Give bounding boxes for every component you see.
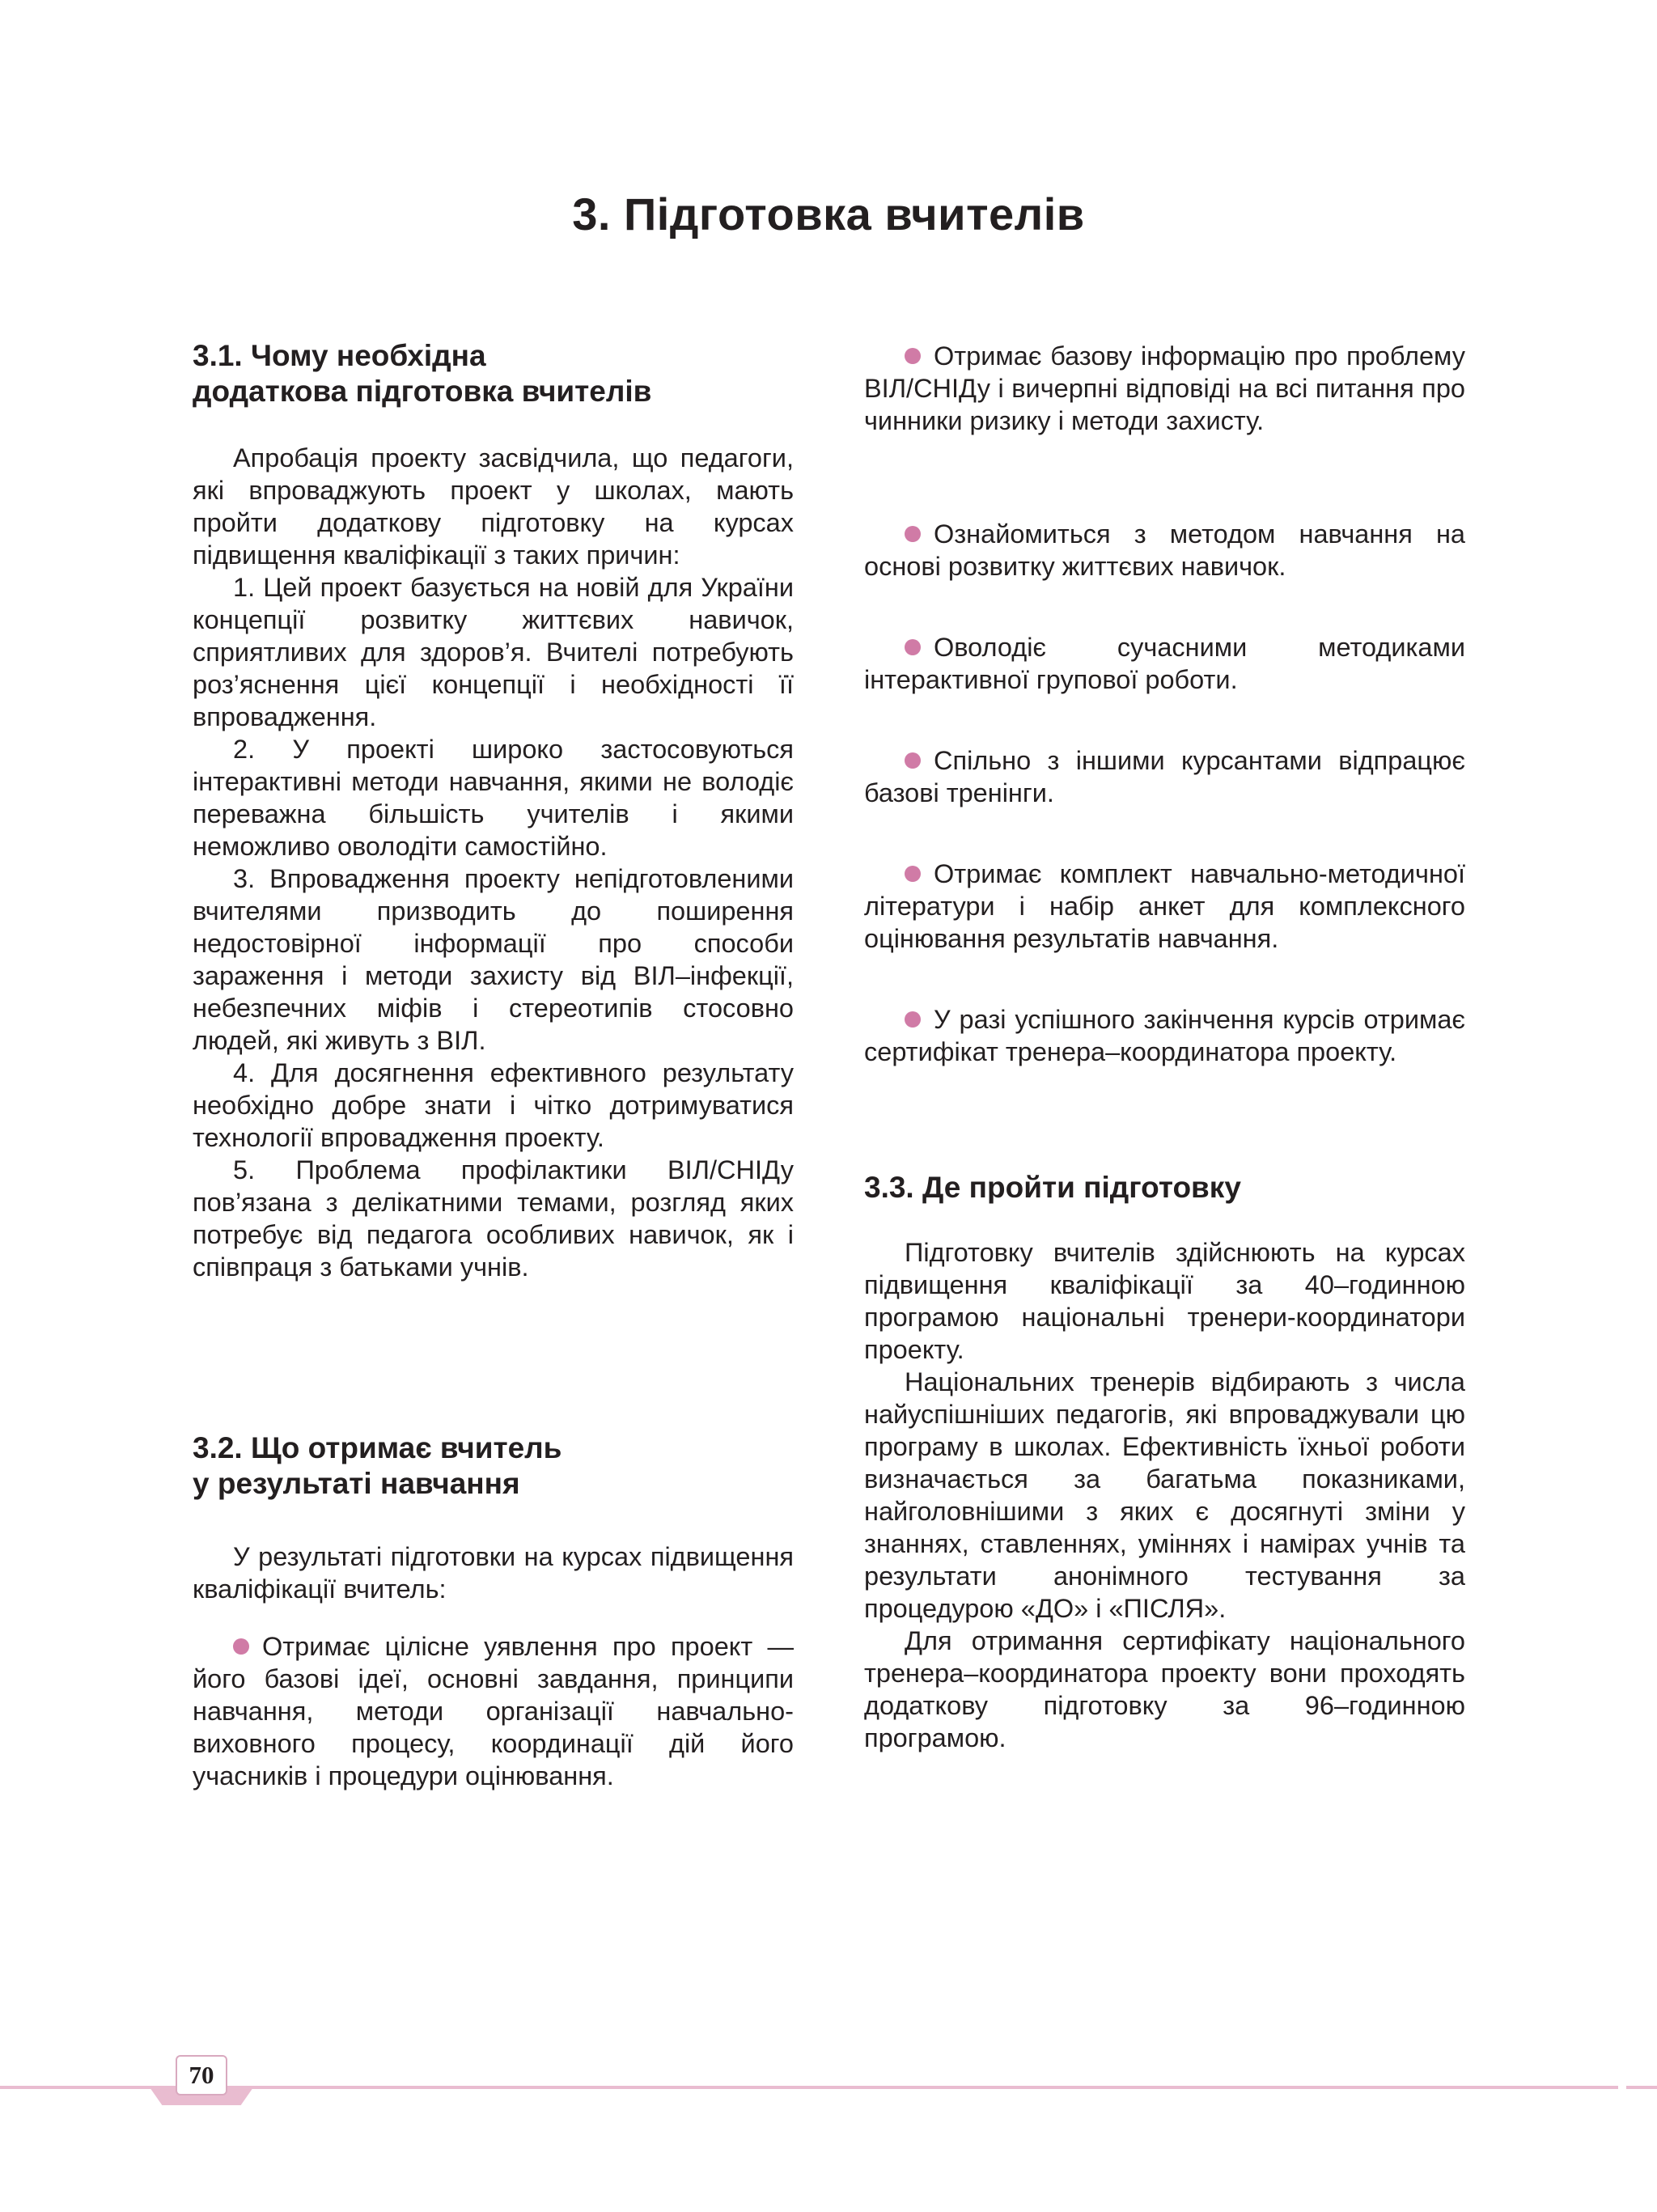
page-title: 3. Підготовка вчителів [572, 189, 1085, 239]
section-3-1-intro: Апробація проекту засвідчила, що педагоги, які впроваджують проект у школах, мають пройти додаткову підготовку на курсах підвищення кваліфікації з таких причин: [193, 443, 794, 570]
result-bullet-4 [864, 631, 1465, 696]
section-3-3-body [864, 1236, 1465, 1754]
section-3-1-heading [193, 338, 794, 409]
bullet-block-6 [864, 858, 1465, 955]
section-3-1-heading-line1: 3.1. Чому необхідна [193, 339, 486, 372]
result-bullet-7 [864, 1003, 1465, 1068]
section-3-2-intro-block [193, 1540, 794, 1605]
bullet-dot-icon [905, 348, 921, 364]
bullet-dot-icon [233, 1638, 249, 1655]
reason-1: 1. Цей проект базується на новій для України концепції розвитку життєвих навичок, сприятливих для здоров’я. Вчителі потребують роз’яснення цієї концепції і необхідності її впровадження. [193, 573, 794, 731]
bullet-block-2 [864, 340, 1465, 437]
reason-5: 5. Проблема профілактики ВІЛ/СНІДу пов’язана з делікатними темами, розгляд яких потребує від педагога особливих навичок, як і співпраця з батьками учнів. [193, 1155, 794, 1282]
result-bullet-3-text: Ознайомиться з методом навчання на основі розвитку життєвих навичок. [864, 519, 1465, 581]
bullet-dot-icon [905, 1011, 921, 1028]
section-3-2-heading-line1: 3.2. Що отримає вчитель [193, 1431, 562, 1464]
page-number: 70 [176, 2055, 227, 2095]
section-3-3-paragraph-3: Для отримання сертифікату національного тренера–координатора проекту вони проходять додаткову підготовку за 96–годинною програмою. [864, 1626, 1465, 1752]
result-bullet-2 [864, 340, 1465, 437]
section-3-1-body [193, 442, 794, 1283]
result-bullet-6 [864, 858, 1465, 955]
section-3-1-heading-line2: додаткова підготовка вчителів [193, 375, 652, 408]
section-3-2-intro: У результаті підготовки на курсах підвищення кваліфікації вчитель: [193, 1542, 794, 1604]
result-bullet-5 [864, 744, 1465, 809]
section-3-3-paragraph-2: Національних тренерів відбирають з числа найуспішніших педагогів, які впроваджували цю програму в школах. Ефективність їхньої роботи визначається за багатьма показниками, найголовнішими з яких є досягнуті зміни у знаннях, ставленнях, уміннях і намірах учнів та результати анонімного тестування за процедурою «ДО» і «ПІСЛЯ». [864, 1367, 1465, 1623]
result-bullet-3 [864, 518, 1465, 583]
result-bullet-4-text: Оволодіє сучасними методиками інтерактивної групової роботи. [864, 633, 1465, 694]
bullet-block-3 [864, 518, 1465, 583]
bullet-block-4 [864, 631, 1465, 696]
bullet-block-5 [864, 744, 1465, 809]
result-bullet-7-text: У разі успішного закінчення курсів отримає сертифікат тренера–координатора проекту. [864, 1005, 1465, 1066]
result-bullet-2-text: Отримає базову інформацію про проблему ВІЛ/СНІДу і вичерпні відповіді на всі питання про чинники ризику і методи захисту. [864, 341, 1465, 435]
bullet-dot-icon [905, 526, 921, 542]
bullet-dot-icon [905, 752, 921, 769]
bullet-dot-icon [905, 866, 921, 882]
bullet-block-7 [864, 1003, 1465, 1068]
footer-rule-end [1626, 2086, 1657, 2089]
result-bullet-5-text: Спільно з іншими курсантами відпрацює базові тренінги. [864, 746, 1465, 807]
result-bullet-1-text: Отримає цілісне уявлення про проект — його базові ідеї, основні завдання, принципи навчання, методи організації навчально-виховного процесу, координації дій його учасників і процедури оцінювання. [193, 1632, 794, 1790]
section-3-2-heading [193, 1430, 794, 1502]
bullet-dot-icon [905, 639, 921, 655]
reason-3: 3. Впровадження проекту непідготовленими вчителями призводить до поширення недостовірної інформації про способи зараження і методи захисту від ВІЛ–інфекції, небезпечних міфів і стереотипів стосовно людей, які живуть з ВІЛ. [193, 864, 794, 1055]
result-bullet-1 [193, 1630, 794, 1792]
section-3-3-paragraph-1: Підготовку вчителів здійснюють на курсах підвищення кваліфікації за 40–годинною програмою національні тренери-координатори проекту. [864, 1238, 1465, 1364]
section-3-2-heading-line2: у результаті навчання [193, 1467, 520, 1500]
section-3-3-heading: 3.3. Де пройти підготовку [864, 1171, 1241, 1204]
result-bullet-6-text: Отримає комплект навчально-методичної літератури і набір анкет для комплексного оцінювання результатів навчання. [864, 859, 1465, 953]
reason-2: 2. У проекті широко застосовуються інтерактивні методи навчання, якими не володіє переважна більшість учителів і якими неможливо оволодіти самостійно. [193, 735, 794, 861]
bullet-block-1 [193, 1630, 794, 1792]
reason-4: 4. Для досягнення ефективного результату необхідно добре знати і чітко дотримуватися технології впровадження проекту. [193, 1058, 794, 1152]
